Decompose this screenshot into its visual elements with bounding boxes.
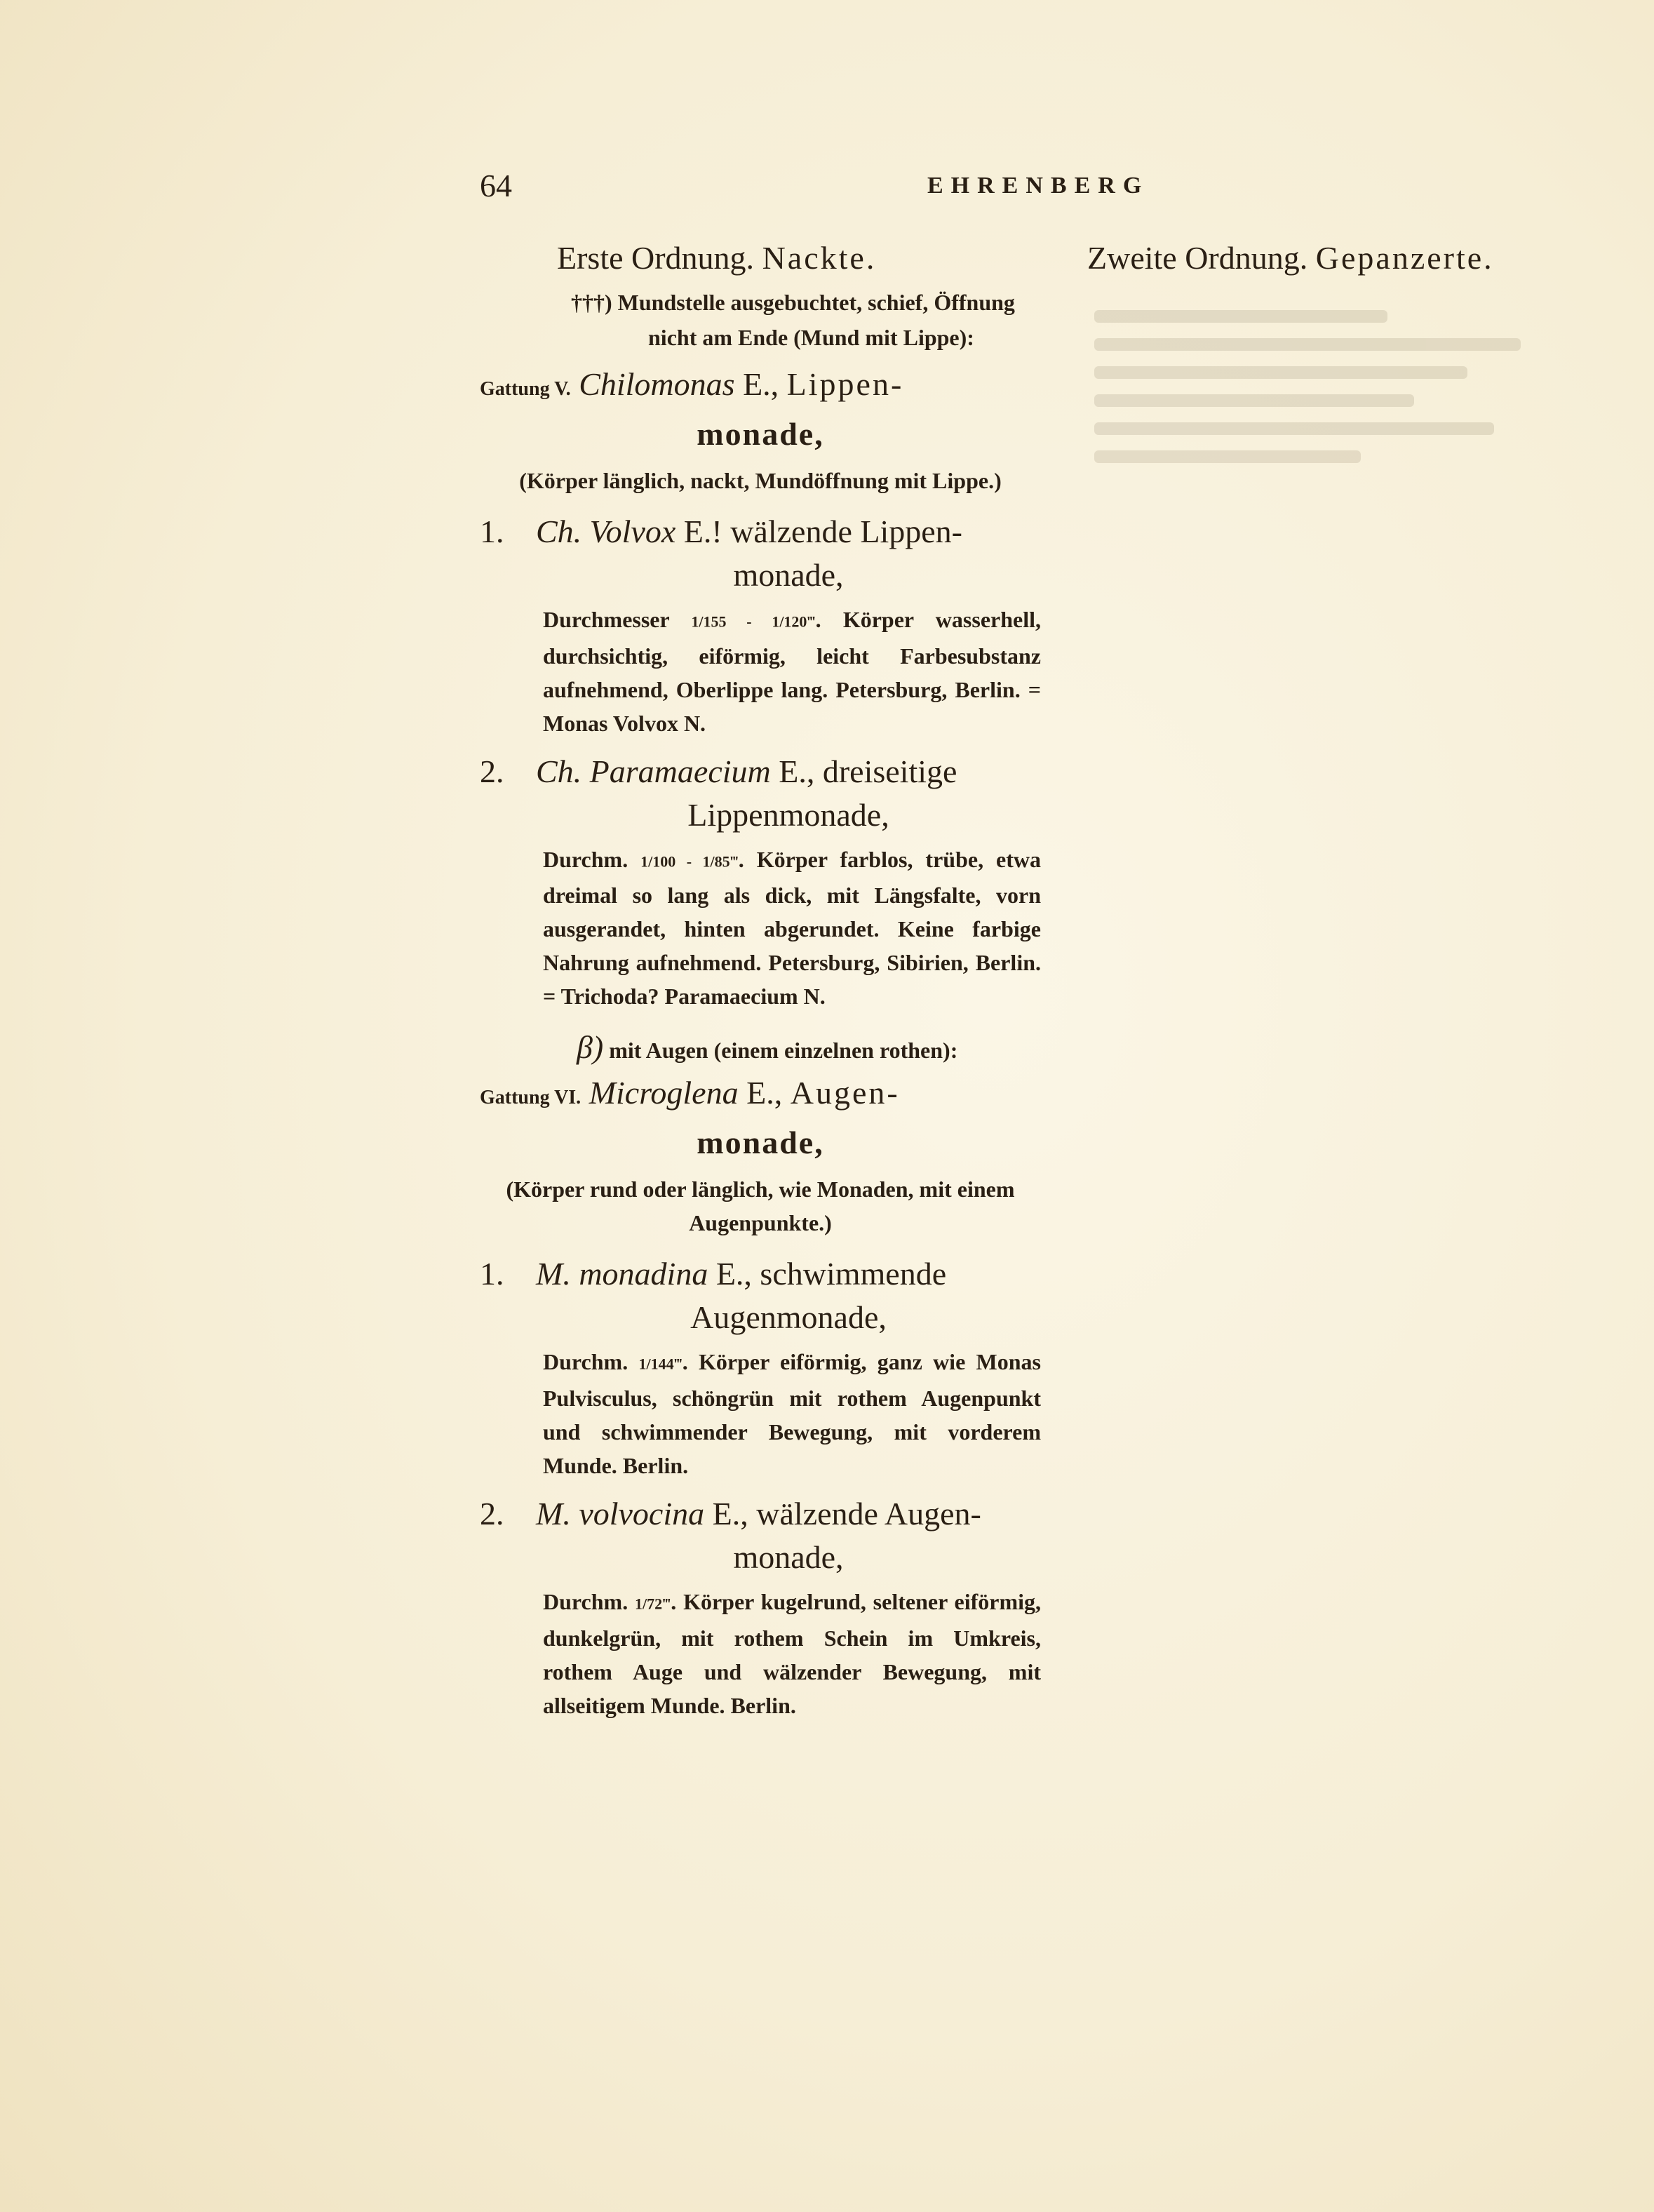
species-title: 2. Ch. Paramaecium E., dreiseitige Lippenmonade, xyxy=(480,753,957,833)
species-title: 1. Ch. Volvox E.! wälzende Lippen- monade, xyxy=(480,514,962,593)
show-through-shadow xyxy=(1094,295,1627,1838)
species-description: Durchm. 1/100 - 1/85‴. Körper farblos, trübe, etwa dreimal so lang als dick, mit Längsfalte, vorn ausgerandet, hinten abgerundet. Keine farbige Nahrung aufnehmend. Petersburg, Sibirien, Berlin. = Trichoda? Paramaecium N. xyxy=(543,846,1042,1010)
species-entry xyxy=(480,510,1041,740)
subsection-heading: †††) Mundstelle ausgebuchtet, schief, Öffnung nicht am Ende (Mund mit Lippe): xyxy=(571,290,1015,350)
genus-heading-v: Gattung V. Chilomonas E., Lippen- monade, xyxy=(480,366,904,452)
genus-heading-vi: Gattung VI. Microglena E., Augen- monade, xyxy=(480,1075,900,1161)
genus-description: (Körper rund oder länglich, wie Monaden, mit einem Augenpunkte.) xyxy=(506,1177,1015,1236)
order-title-first: Erste Ordnung. Nackte. xyxy=(557,240,877,276)
species-entry xyxy=(480,750,1041,1014)
left-column xyxy=(480,237,1041,1729)
genus-description: (Körper länglich, nackt, Mundöffnung mit Lippe.) xyxy=(519,468,1002,493)
fraction: 1/144‴ xyxy=(638,1355,683,1373)
species-description: Durchm. 1/72‴. Körper kugelrund, seltener eiförmig, dunkelgrün, mit rothem Schein im Umkreis, rothem Auge und wälzender Bewegung, mit allseitigem Munde. Berlin. xyxy=(543,1588,1042,1718)
species-description: Durchm. 1/144‴. Körper eiförmig, ganz wie Monas Pulvisculus, schöngrün mit rothem Augenpunkt und schwimmender Bewegung, mit vorderem Munde. Berlin. xyxy=(543,1349,1042,1478)
species-title: 1. M. monadina E., schwimmende Augenmonade, xyxy=(480,1256,947,1336)
page-header xyxy=(0,167,1654,209)
fraction: 1/72‴ xyxy=(635,1595,671,1613)
right-column xyxy=(1087,237,1592,279)
running-head: EHRENBERG xyxy=(927,173,1150,199)
page-number: 64 xyxy=(480,168,512,203)
species-entry xyxy=(480,1252,1041,1482)
fraction: 1/155 - 1/120‴ xyxy=(691,612,816,631)
fraction: 1/100 - 1/85‴ xyxy=(640,852,739,871)
species-description: Durchmesser 1/155 - 1/120‴. Körper wasserhell, durchsichtig, eiförmig, leicht Farbesubstanz aufnehmend, Oberlippe lang. Petersburg, Berlin. = Monas Volvox N. xyxy=(543,607,1041,736)
species-entry xyxy=(480,1492,1041,1722)
order-title-second: Zweite Ordnung. Gepanzerte. xyxy=(1087,240,1494,276)
subsection-heading-beta: β) mit Augen (einem einzelnen rothen): xyxy=(577,1029,958,1066)
species-title: 2. M. volvocina E., wälzende Augen- monade, xyxy=(480,1495,981,1575)
